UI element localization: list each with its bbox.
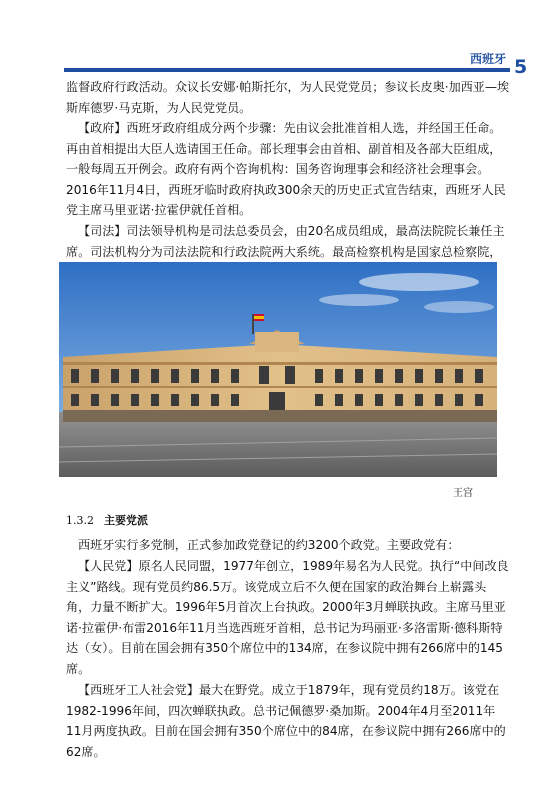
body-paragraph: 监督政府行政活动。众议长安娜·帕斯托尔，为人民党党员；参议长皮奥·加西亚—埃斯库德罗·马克斯，为人民党党员。 [66, 80, 510, 115]
body-paragraph-judiciary: 【司法】司法领导机构是司法总委员会，由20名成员组成，最高法院院长兼任主席。司法机构分为司法法院和行政法院两大系统。最高检察机构是国家总检察院， [66, 224, 505, 259]
body-paragraph-intro: 西班牙实行多党制，正式参加政党登记的约3200个政党。主要政党有： [78, 538, 460, 552]
body-paragraph-socialist-party: 【西班牙工人社会党】最大在野党。成立于1879年，现有党员约18万。该党在1982-1996年间，四次蝉联执政。总书记佩德罗·桑加斯。2004年4月至2011年11月两度执政。目前在国会拥有350个席位中的84席，在参议院中拥有266席中的62席。 [66, 683, 506, 759]
section-heading [66, 512, 148, 528]
running-header-country: 西班牙 [470, 52, 507, 66]
royal-palace-photo [59, 262, 497, 477]
body-paragraph-peoples-party: 【人民党】原名人民同盟，1977年创立，1989年易名为人民党。执行“中间改良主义”路线。现有党员约86.5万。该党成立后不久便在国家的政治舞台上崭露头角，力量不断扩大。1996年5月首次上台执政。2000年3月蝉联执政。主席马里亚诺·拉霍伊·布雷2016年11月当选西班牙首相，总书记为玛丽亚·多洛雷斯·德科斯特达（女）。目前在国会拥有350个席位中的134席，在参议院中拥有266席中的145席。 [66, 559, 509, 676]
royal-palace-illustration [59, 262, 497, 477]
body-paragraph-government: 【政府】西班牙政府组成分两个步骤：先由议会批准首相人选，并经国王任命。再由首相提出大臣人选请国王任命。部长理事会由首相、副首相及各部大臣组成，一般每周五开例会。政府有两个咨询机构：国务咨询理事会和经济社会理事会。2016年11月4日，西班牙临时政府执政300余天的历史正式宣告结束，西班牙人民党主席马里亚诺·拉霍伊就任首相。 [66, 121, 506, 218]
figure-caption: 王宫 [453, 488, 473, 499]
section-number: 1.3.2 [66, 514, 94, 527]
page-number: 5 [514, 56, 528, 78]
header-rule [64, 68, 510, 72]
section-title: 主要党派 [104, 514, 148, 527]
